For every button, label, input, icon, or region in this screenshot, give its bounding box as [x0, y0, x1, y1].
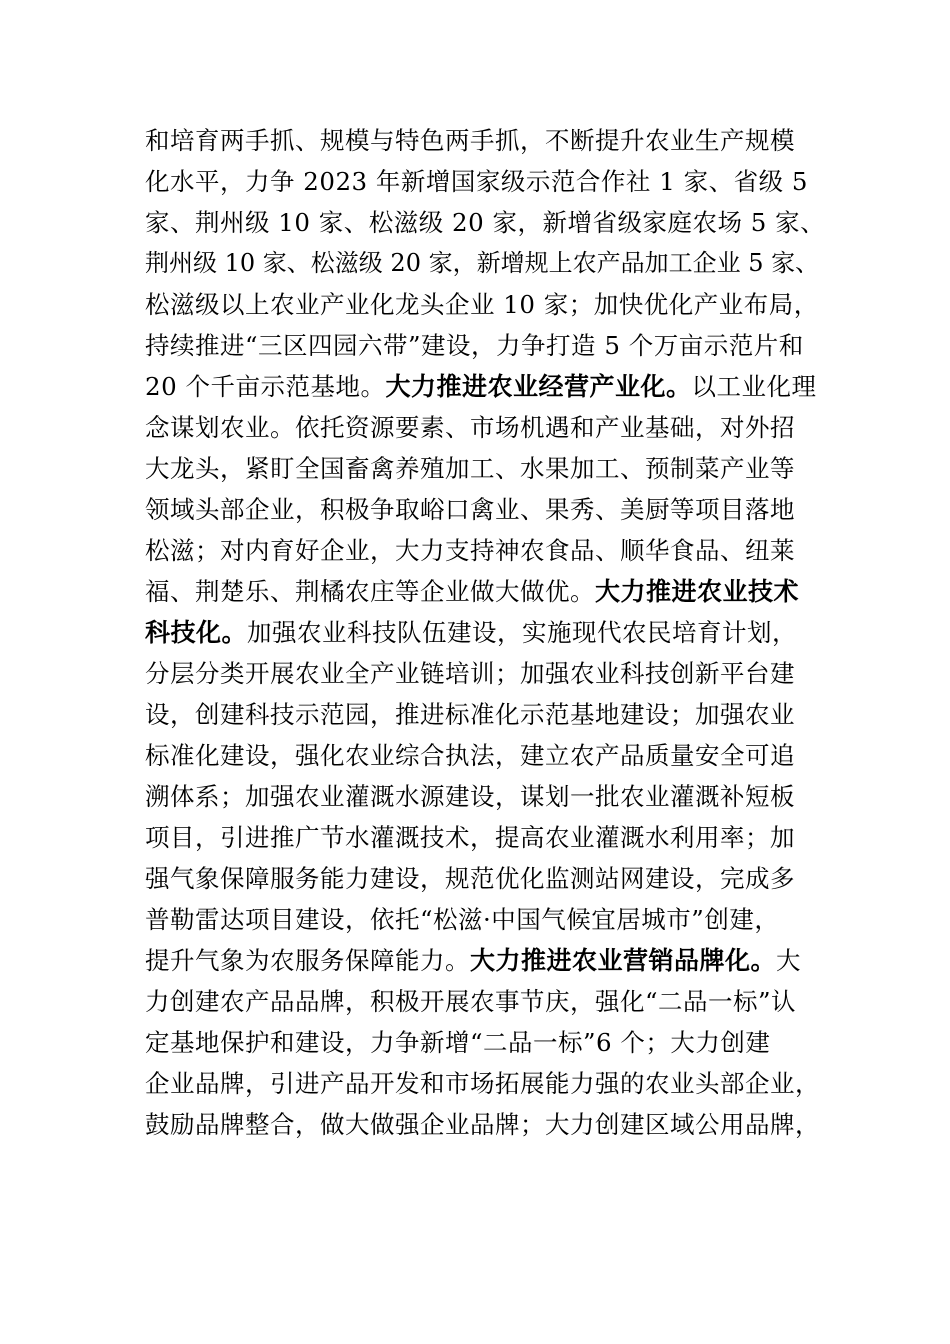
- body-text: [145, 120, 825, 1145]
- text-line: [145, 325, 825, 366]
- body-text-segment: 定基地保护和建设，力争新增“二品一标”6 个；大力创建: [145, 1028, 771, 1057]
- bold-heading-text: 大力推进农业营销品牌化。: [470, 946, 777, 975]
- body-text-segment: 力创建农产品品牌，积极开展农事节庆，强化“二品一标”认: [145, 987, 797, 1016]
- text-line: [145, 612, 825, 653]
- body-text-segment: 20 个千亩示范基地。: [145, 372, 386, 401]
- body-text-segment: 以工业化理: [691, 372, 817, 401]
- text-line: [145, 899, 825, 940]
- body-text-segment: 标准化建设，强化农业综合执法，建立农产品质量安全可追: [145, 741, 795, 770]
- body-text-segment: 化水平，力争 2023 年新增国家级示范合作社 1 家、省级 5: [145, 167, 808, 196]
- text-line: [145, 940, 825, 981]
- text-line: [145, 202, 825, 243]
- body-text-segment: 普勒雷达项目建设，依托“松滋·中国气候宜居城市”创建，: [145, 905, 780, 934]
- body-text-segment: 福、荆楚乐、荆橘农庄等企业做大做优。: [145, 577, 595, 606]
- text-line: [145, 571, 825, 612]
- body-text-segment: 念谋划农业。依托资源要素、市场机遇和产业基础，对外招: [145, 413, 795, 442]
- bold-heading-text: 大力推进农业经营产业化。: [385, 372, 692, 401]
- text-line: [145, 817, 825, 858]
- text-line: [145, 1022, 825, 1063]
- text-line: [145, 653, 825, 694]
- body-text-segment: 大: [776, 946, 802, 975]
- body-text-segment: 分层分类开展农业全产业链培训；加强农业科技创新平台建: [145, 659, 795, 688]
- body-text-segment: 大龙头，紧盯全国畜禽养殖加工、水果加工、预制菜产业等: [145, 454, 795, 483]
- bold-heading-text: 科技化。: [145, 618, 248, 647]
- text-line: [145, 366, 825, 407]
- body-text-segment: 企业品牌，引进产品开发和市场拓展能力强的农业头部企业，: [145, 1069, 820, 1098]
- body-text-segment: 和培育两手抓、规模与特色两手抓，不断提升农业生产规模: [145, 126, 795, 155]
- text-line: [145, 120, 825, 161]
- body-text-segment: 鼓励品牌整合，做大做强企业品牌；大力创建区域公用品牌，: [145, 1110, 820, 1139]
- text-line: [145, 1104, 825, 1145]
- body-text-segment: 设，创建科技示范园，推进标准化示范基地建设；加强农业: [145, 700, 795, 729]
- body-text-segment: 领域头部企业，积极争取峪口禽业、果秀、美厨等项目落地: [145, 495, 795, 524]
- body-text-segment: 项目，引进推广节水灌溉技术，提高农业灌溉水利用率；加: [145, 823, 795, 852]
- body-text-segment: 提升气象为农服务保障能力。: [145, 946, 470, 975]
- body-text-segment: 家、荆州级 10 家、松滋级 20 家，新增省级家庭农场 5 家、: [145, 208, 826, 237]
- text-line: [145, 489, 825, 530]
- text-line: [145, 243, 825, 284]
- text-line: [145, 981, 825, 1022]
- text-line: [145, 1063, 825, 1104]
- text-line: [145, 407, 825, 448]
- body-text-segment: 强气象保障服务能力建设，规范优化监测站网建设，完成多: [145, 864, 795, 893]
- text-line: [145, 161, 825, 202]
- text-line: [145, 284, 825, 325]
- text-line: [145, 776, 825, 817]
- text-line: [145, 530, 825, 571]
- body-text-segment: 荆州级 10 家、松滋级 20 家，新增规上农产品加工企业 5 家、: [145, 249, 820, 277]
- text-line: [145, 858, 825, 899]
- body-text-segment: 持续推进“三区四园六带”建设，力争打造 5 个万亩示范片和: [145, 331, 804, 360]
- body-text-segment: 松滋级以上农业产业化龙头企业 10 家；加快优化产业布局，: [145, 290, 819, 319]
- body-text-segment: 加强农业科技队伍建设，实施现代农民培育计划，: [247, 618, 798, 647]
- body-text-segment: 松滋；对内育好企业，大力支持神农食品、顺华食品、纽莱: [145, 536, 795, 565]
- text-line: [145, 448, 825, 489]
- text-line: [145, 694, 825, 735]
- bold-heading-text: 大力推进农业技术: [595, 577, 800, 606]
- text-line: [145, 735, 825, 776]
- body-text-segment: 溯体系；加强农业灌溉水源建设，谋划一批农业灌溉补短板: [145, 782, 795, 811]
